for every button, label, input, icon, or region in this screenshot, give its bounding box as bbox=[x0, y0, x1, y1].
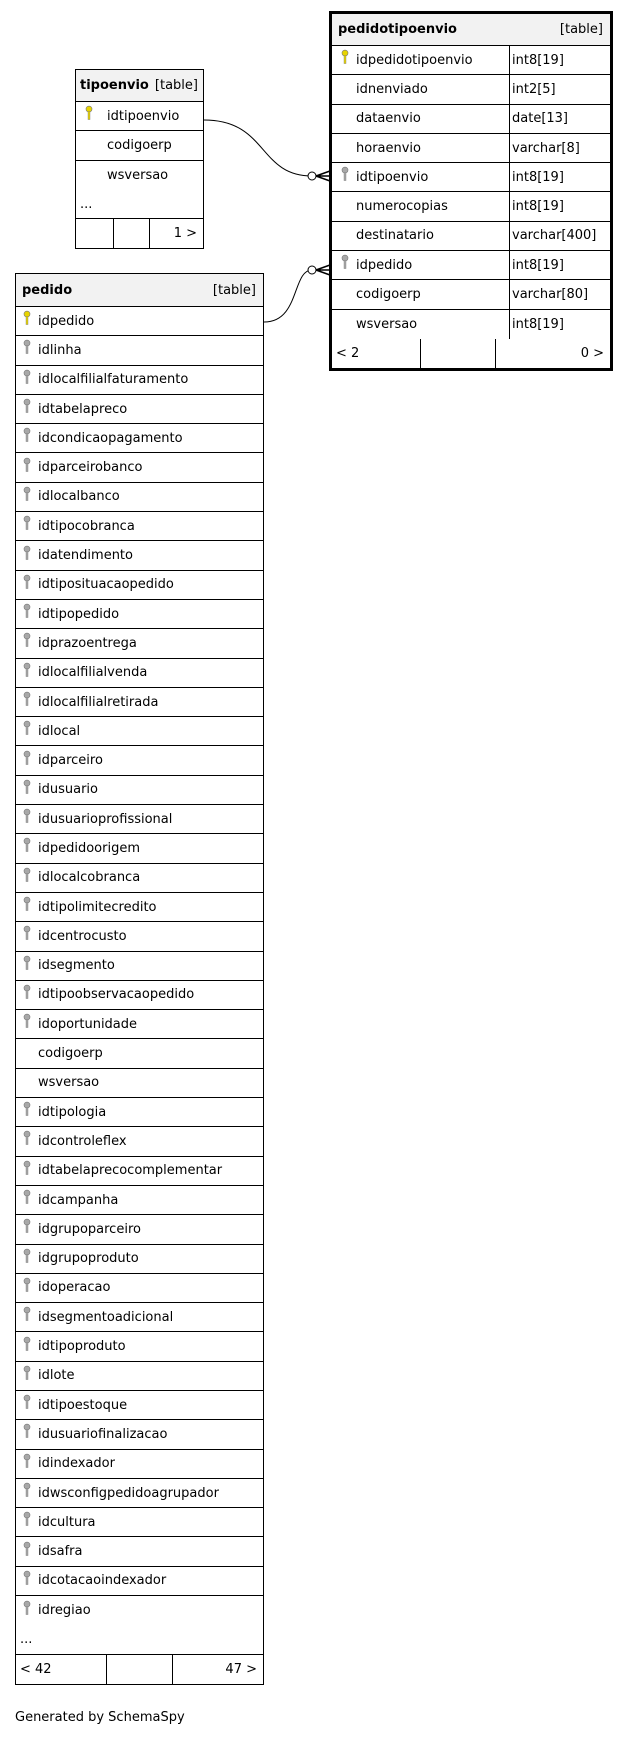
column-row[interactable] bbox=[16, 424, 263, 453]
primary-key-icon bbox=[85, 106, 93, 125]
column-name-cell bbox=[332, 46, 509, 74]
column-name: idlocalcobranca bbox=[38, 870, 141, 886]
column-name-cell bbox=[16, 1537, 263, 1565]
column-name-cell bbox=[16, 1274, 263, 1302]
column-row[interactable] bbox=[16, 336, 263, 365]
column-name: idlocalbanco bbox=[38, 489, 120, 505]
column-row[interactable] bbox=[16, 1450, 263, 1479]
column-row[interactable] bbox=[332, 105, 610, 134]
column-row[interactable] bbox=[16, 453, 263, 482]
column-row[interactable] bbox=[16, 1010, 263, 1039]
column-row[interactable] bbox=[76, 161, 203, 190]
column-name: codigoerp bbox=[38, 1046, 103, 1062]
column-row[interactable] bbox=[16, 1274, 263, 1303]
foreign-key-icon bbox=[23, 1541, 31, 1560]
column-name: idtipoenvio bbox=[356, 169, 429, 185]
foreign-key-icon bbox=[341, 167, 349, 186]
column-name-cell bbox=[76, 102, 203, 130]
column-name-cell bbox=[16, 981, 263, 1009]
column-row[interactable] bbox=[16, 1508, 263, 1537]
column-name-cell bbox=[16, 805, 263, 833]
table-name[interactable]: pedidotipoenvio bbox=[338, 22, 457, 37]
column-name-cell bbox=[16, 424, 263, 452]
column-row[interactable] bbox=[16, 1303, 263, 1332]
column-row[interactable] bbox=[16, 395, 263, 424]
column-name: idcontroleflex bbox=[38, 1133, 127, 1149]
column-type: varchar[400] bbox=[509, 222, 610, 250]
table-header bbox=[332, 14, 610, 46]
column-name: idprazoentrega bbox=[38, 635, 137, 651]
column-row[interactable] bbox=[16, 1479, 263, 1508]
column-type: int2[5] bbox=[509, 75, 610, 103]
column-row[interactable] bbox=[16, 746, 263, 775]
table-tag: [table] bbox=[154, 78, 198, 93]
column-name-cell bbox=[16, 366, 263, 394]
column-name: idwsconfigpedidoagrupador bbox=[38, 1485, 219, 1501]
foreign-key-icon bbox=[23, 1512, 31, 1531]
column-row[interactable] bbox=[16, 1039, 263, 1068]
column-name: idtipopedido bbox=[38, 606, 120, 622]
column-name: idtipoproduto bbox=[38, 1339, 126, 1355]
foreign-key-icon bbox=[23, 1395, 31, 1414]
column-name-cell bbox=[16, 1332, 263, 1360]
column-type: int8[19] bbox=[509, 251, 610, 279]
column-row[interactable] bbox=[16, 834, 263, 863]
column-row[interactable] bbox=[16, 1537, 263, 1566]
column-name-cell bbox=[16, 746, 263, 774]
foreign-key-icon bbox=[23, 1365, 31, 1384]
column-name: idusuario bbox=[38, 782, 98, 798]
column-row[interactable] bbox=[16, 1069, 263, 1098]
foreign-key-icon bbox=[23, 633, 31, 652]
table-name[interactable]: pedido bbox=[22, 282, 73, 298]
foreign-key-icon bbox=[23, 1600, 31, 1619]
foreign-key-icon bbox=[23, 838, 31, 857]
column-name-cell bbox=[16, 336, 263, 364]
column-name: idtiposituacaopedido bbox=[38, 577, 174, 593]
column-name-cell bbox=[332, 75, 509, 103]
column-name-cell bbox=[16, 1420, 263, 1448]
parent-count[interactable]: < 2 bbox=[336, 346, 360, 362]
column-name: idusuariofinalizacao bbox=[38, 1426, 168, 1442]
table-tag: [table] bbox=[212, 282, 256, 298]
more-columns-row bbox=[76, 190, 203, 219]
column-name-cell bbox=[16, 307, 263, 335]
foreign-key-icon bbox=[23, 1102, 31, 1121]
foreign-key-icon bbox=[23, 428, 31, 447]
foreign-key-icon bbox=[23, 1483, 31, 1502]
column-name: idsegmento bbox=[38, 958, 115, 974]
column-row[interactable] bbox=[16, 1186, 263, 1215]
column-type: varchar[8] bbox=[509, 134, 610, 162]
foreign-key-icon bbox=[23, 1131, 31, 1150]
connector-crowfoot-pedido bbox=[316, 265, 330, 275]
more-columns-row bbox=[16, 1625, 263, 1654]
column-name-cell bbox=[16, 1039, 263, 1067]
foreign-key-icon bbox=[23, 955, 31, 974]
column-row[interactable] bbox=[16, 864, 263, 893]
foreign-key-icon bbox=[23, 662, 31, 681]
column-name-cell bbox=[76, 131, 203, 159]
footer-spacer bbox=[113, 219, 150, 248]
foreign-key-icon bbox=[23, 721, 31, 740]
foreign-key-icon bbox=[23, 1190, 31, 1209]
column-name-cell bbox=[332, 310, 509, 339]
column-row[interactable] bbox=[16, 688, 263, 717]
column-row[interactable] bbox=[332, 251, 610, 280]
foreign-key-icon bbox=[23, 486, 31, 505]
foreign-key-icon bbox=[23, 779, 31, 798]
column-row[interactable] bbox=[76, 131, 203, 160]
column-name: dataenvio bbox=[356, 111, 421, 127]
column-row[interactable] bbox=[16, 1127, 263, 1156]
column-row[interactable] bbox=[16, 483, 263, 512]
column-row[interactable] bbox=[16, 600, 263, 629]
column-name: idtipocobranca bbox=[38, 518, 135, 534]
connector-optional-circle-pedido bbox=[308, 266, 316, 274]
column-name-cell bbox=[16, 1391, 263, 1419]
column-name: idpedido bbox=[356, 257, 413, 273]
column-type: int8[19] bbox=[509, 46, 610, 74]
column-name-cell bbox=[16, 1567, 263, 1595]
column-name: horaenvio bbox=[356, 140, 421, 156]
column-row[interactable] bbox=[16, 1157, 263, 1186]
column-type: date[13] bbox=[509, 105, 610, 133]
column-name-cell bbox=[16, 1596, 263, 1625]
foreign-key-icon bbox=[23, 369, 31, 388]
column-row[interactable] bbox=[16, 805, 263, 834]
foreign-key-icon bbox=[23, 1453, 31, 1472]
foreign-key-icon bbox=[23, 1424, 31, 1443]
table-tipoenvio[interactable] bbox=[75, 69, 204, 249]
column-name: wsversao bbox=[356, 316, 418, 332]
column-name: destinatario bbox=[356, 228, 434, 244]
column-name: idpedidoorigem bbox=[38, 840, 141, 856]
column-row[interactable] bbox=[76, 102, 203, 131]
column-name-cell bbox=[16, 1186, 263, 1214]
column-name-cell bbox=[16, 1215, 263, 1243]
column-row[interactable] bbox=[16, 717, 263, 746]
table-header bbox=[76, 70, 203, 102]
parent-count[interactable] bbox=[76, 219, 113, 248]
connector-optional-circle-tipoenvio bbox=[308, 172, 316, 180]
column-name: wsversao bbox=[38, 1075, 100, 1091]
column-row[interactable] bbox=[16, 1245, 263, 1274]
column-row[interactable] bbox=[16, 541, 263, 570]
footer-spacer bbox=[106, 1655, 173, 1684]
column-name-cell bbox=[16, 483, 263, 511]
foreign-key-icon bbox=[23, 1336, 31, 1355]
connector-crowfoot-tipoenvio bbox=[316, 171, 330, 181]
table-name[interactable]: tipoenvio bbox=[80, 78, 149, 93]
foreign-key-icon bbox=[23, 750, 31, 769]
foreign-key-icon bbox=[23, 1277, 31, 1296]
column-name-cell bbox=[16, 571, 263, 599]
column-name-cell bbox=[16, 659, 263, 687]
column-row[interactable] bbox=[16, 307, 263, 336]
column-name-cell bbox=[332, 251, 509, 279]
column-row[interactable] bbox=[16, 981, 263, 1010]
column-type: varchar[80] bbox=[509, 280, 610, 308]
foreign-key-icon bbox=[23, 340, 31, 359]
column-name: idcampanha bbox=[38, 1192, 119, 1208]
column-row[interactable] bbox=[16, 1362, 263, 1391]
column-name: idtabelapreco bbox=[38, 401, 128, 417]
column-name: idcentrocusto bbox=[38, 928, 127, 944]
column-name-cell bbox=[332, 134, 509, 162]
foreign-key-icon bbox=[23, 897, 31, 916]
column-name: idcondicaopagamento bbox=[38, 430, 183, 446]
primary-key-icon bbox=[23, 311, 31, 330]
column-name-cell bbox=[16, 1508, 263, 1536]
column-name-cell bbox=[16, 1157, 263, 1185]
column-name-cell bbox=[16, 952, 263, 980]
column-name: idatendimento bbox=[38, 548, 133, 564]
column-name: idcultura bbox=[38, 1514, 96, 1530]
table-footer bbox=[332, 339, 610, 368]
column-name: idtipoobservacaopedido bbox=[38, 987, 195, 1003]
column-row[interactable] bbox=[16, 776, 263, 805]
column-name-cell bbox=[16, 1303, 263, 1331]
table-footer bbox=[76, 219, 203, 248]
primary-key-icon bbox=[341, 50, 349, 69]
column-row[interactable] bbox=[16, 629, 263, 658]
column-row[interactable] bbox=[16, 1098, 263, 1127]
column-list bbox=[16, 307, 263, 1625]
column-name-cell bbox=[16, 1450, 263, 1478]
table-footer bbox=[16, 1655, 263, 1684]
column-name: idtipoestoque bbox=[38, 1397, 128, 1413]
column-name: idtipologia bbox=[38, 1104, 107, 1120]
column-name-cell bbox=[16, 629, 263, 657]
column-name-cell bbox=[16, 688, 263, 716]
column-row[interactable] bbox=[16, 1420, 263, 1449]
foreign-key-icon bbox=[23, 926, 31, 945]
column-name-cell bbox=[332, 280, 509, 308]
column-name-cell bbox=[16, 1069, 263, 1097]
column-row[interactable] bbox=[332, 134, 610, 163]
column-row[interactable] bbox=[16, 512, 263, 541]
generated-by-text: Generated by SchemaSpy bbox=[15, 1710, 185, 1725]
table-header bbox=[16, 274, 263, 307]
column-row[interactable] bbox=[16, 1391, 263, 1420]
column-row[interactable] bbox=[16, 659, 263, 688]
foreign-key-icon bbox=[341, 255, 349, 274]
foreign-key-icon bbox=[23, 1570, 31, 1589]
column-name-cell bbox=[16, 395, 263, 423]
column-name: idsegmentoadicional bbox=[38, 1309, 174, 1325]
foreign-key-icon bbox=[23, 809, 31, 828]
table-pedido[interactable] bbox=[15, 273, 264, 1685]
column-row[interactable] bbox=[16, 366, 263, 395]
column-name: idlote bbox=[38, 1368, 75, 1384]
column-row[interactable] bbox=[332, 75, 610, 104]
column-row[interactable] bbox=[16, 922, 263, 951]
column-name: wsversao bbox=[107, 167, 169, 183]
column-name: numerocopias bbox=[356, 199, 448, 215]
column-name-cell bbox=[16, 1010, 263, 1038]
connector-tipoenvio-pedidotipoenvio bbox=[204, 120, 312, 176]
column-name: idtipolimitecredito bbox=[38, 899, 157, 915]
column-name-cell bbox=[16, 834, 263, 862]
column-name-cell bbox=[332, 192, 509, 220]
foreign-key-icon bbox=[23, 574, 31, 593]
column-name-cell bbox=[16, 512, 263, 540]
foreign-key-icon bbox=[23, 399, 31, 418]
column-type: int8[19] bbox=[509, 163, 610, 191]
column-name: idnenviado bbox=[356, 81, 428, 97]
more-columns: ... bbox=[20, 1632, 33, 1647]
child-count[interactable]: 0 > bbox=[580, 346, 604, 362]
column-name: idregiao bbox=[38, 1603, 91, 1619]
column-name: idtipoenvio bbox=[107, 108, 180, 124]
column-type: int8[19] bbox=[509, 310, 610, 339]
column-list bbox=[76, 102, 203, 190]
column-list bbox=[332, 46, 610, 339]
column-name-cell bbox=[16, 893, 263, 921]
column-name: idindexador bbox=[38, 1456, 115, 1472]
foreign-key-icon bbox=[23, 692, 31, 711]
column-name: idtabelaprecocomplementar bbox=[38, 1163, 223, 1179]
column-name: idusuarioprofissional bbox=[38, 811, 173, 827]
column-name: codigoerp bbox=[356, 287, 421, 303]
table-tag: [table] bbox=[559, 22, 603, 37]
foreign-key-icon bbox=[23, 867, 31, 886]
column-row[interactable] bbox=[332, 163, 610, 192]
column-name-cell bbox=[16, 776, 263, 804]
column-name: idsafra bbox=[38, 1544, 83, 1560]
column-row[interactable] bbox=[16, 571, 263, 600]
connector-pedido-pedidotipoenvio bbox=[264, 270, 312, 322]
column-name: idlocalfilialvenda bbox=[38, 665, 148, 681]
column-name-cell bbox=[76, 161, 203, 190]
column-name: idparceirobanco bbox=[38, 460, 143, 476]
column-name: idcotacaoindexador bbox=[38, 1573, 167, 1589]
column-name-cell bbox=[16, 864, 263, 892]
column-name-cell bbox=[16, 922, 263, 950]
column-name-cell bbox=[16, 541, 263, 569]
column-name-cell bbox=[332, 163, 509, 191]
column-name-cell bbox=[332, 105, 509, 133]
column-name: idparceiro bbox=[38, 753, 103, 769]
column-type: int8[19] bbox=[509, 192, 610, 220]
foreign-key-icon bbox=[23, 1219, 31, 1238]
column-row[interactable] bbox=[16, 952, 263, 981]
column-row[interactable] bbox=[16, 1567, 263, 1596]
column-row[interactable] bbox=[16, 1332, 263, 1361]
column-name: idoperacao bbox=[38, 1280, 111, 1296]
column-name-cell bbox=[16, 1098, 263, 1126]
column-row[interactable] bbox=[332, 46, 610, 75]
more-columns: ... bbox=[80, 196, 93, 212]
foreign-key-icon bbox=[23, 985, 31, 1004]
column-name-cell bbox=[16, 717, 263, 745]
column-row[interactable] bbox=[16, 1215, 263, 1244]
column-name: idpedido bbox=[38, 313, 95, 329]
column-name-cell bbox=[16, 1362, 263, 1390]
column-name: idpedidotipoenvio bbox=[356, 52, 473, 68]
table-pedidotipoenvio[interactable] bbox=[329, 11, 613, 371]
parent-count[interactable]: < 42 bbox=[20, 1661, 52, 1677]
foreign-key-icon bbox=[23, 1160, 31, 1179]
foreign-key-icon bbox=[23, 1307, 31, 1326]
column-name-cell bbox=[16, 1479, 263, 1507]
foreign-key-icon bbox=[23, 604, 31, 623]
column-name-cell bbox=[16, 1127, 263, 1155]
foreign-key-icon bbox=[23, 1248, 31, 1267]
column-row[interactable] bbox=[16, 1596, 263, 1625]
foreign-key-icon bbox=[23, 545, 31, 564]
column-name-cell bbox=[16, 453, 263, 481]
foreign-key-icon bbox=[23, 516, 31, 535]
column-name: idlocal bbox=[38, 723, 81, 739]
column-name-cell bbox=[332, 222, 509, 250]
column-name: idlinha bbox=[38, 342, 82, 358]
foreign-key-icon bbox=[23, 1014, 31, 1033]
column-row[interactable] bbox=[16, 893, 263, 922]
footer-spacer bbox=[420, 339, 496, 368]
column-name: idlocalfilialfaturamento bbox=[38, 372, 189, 388]
child-count[interactable]: 47 > bbox=[225, 1661, 257, 1677]
column-row[interactable] bbox=[332, 222, 610, 251]
column-name-cell bbox=[16, 1245, 263, 1273]
column-name-cell bbox=[16, 600, 263, 628]
column-name: idlocalfilialretirada bbox=[38, 694, 159, 710]
column-row[interactable] bbox=[332, 192, 610, 221]
foreign-key-icon bbox=[23, 457, 31, 476]
column-name: idgrupoproduto bbox=[38, 1251, 139, 1267]
column-name: idoportunidade bbox=[38, 1016, 138, 1032]
column-row[interactable] bbox=[332, 310, 610, 339]
column-name: codigoerp bbox=[107, 137, 172, 153]
column-name: idgrupoparceiro bbox=[38, 1221, 141, 1237]
child-count[interactable]: 1 > bbox=[173, 226, 197, 242]
column-row[interactable] bbox=[332, 280, 610, 309]
